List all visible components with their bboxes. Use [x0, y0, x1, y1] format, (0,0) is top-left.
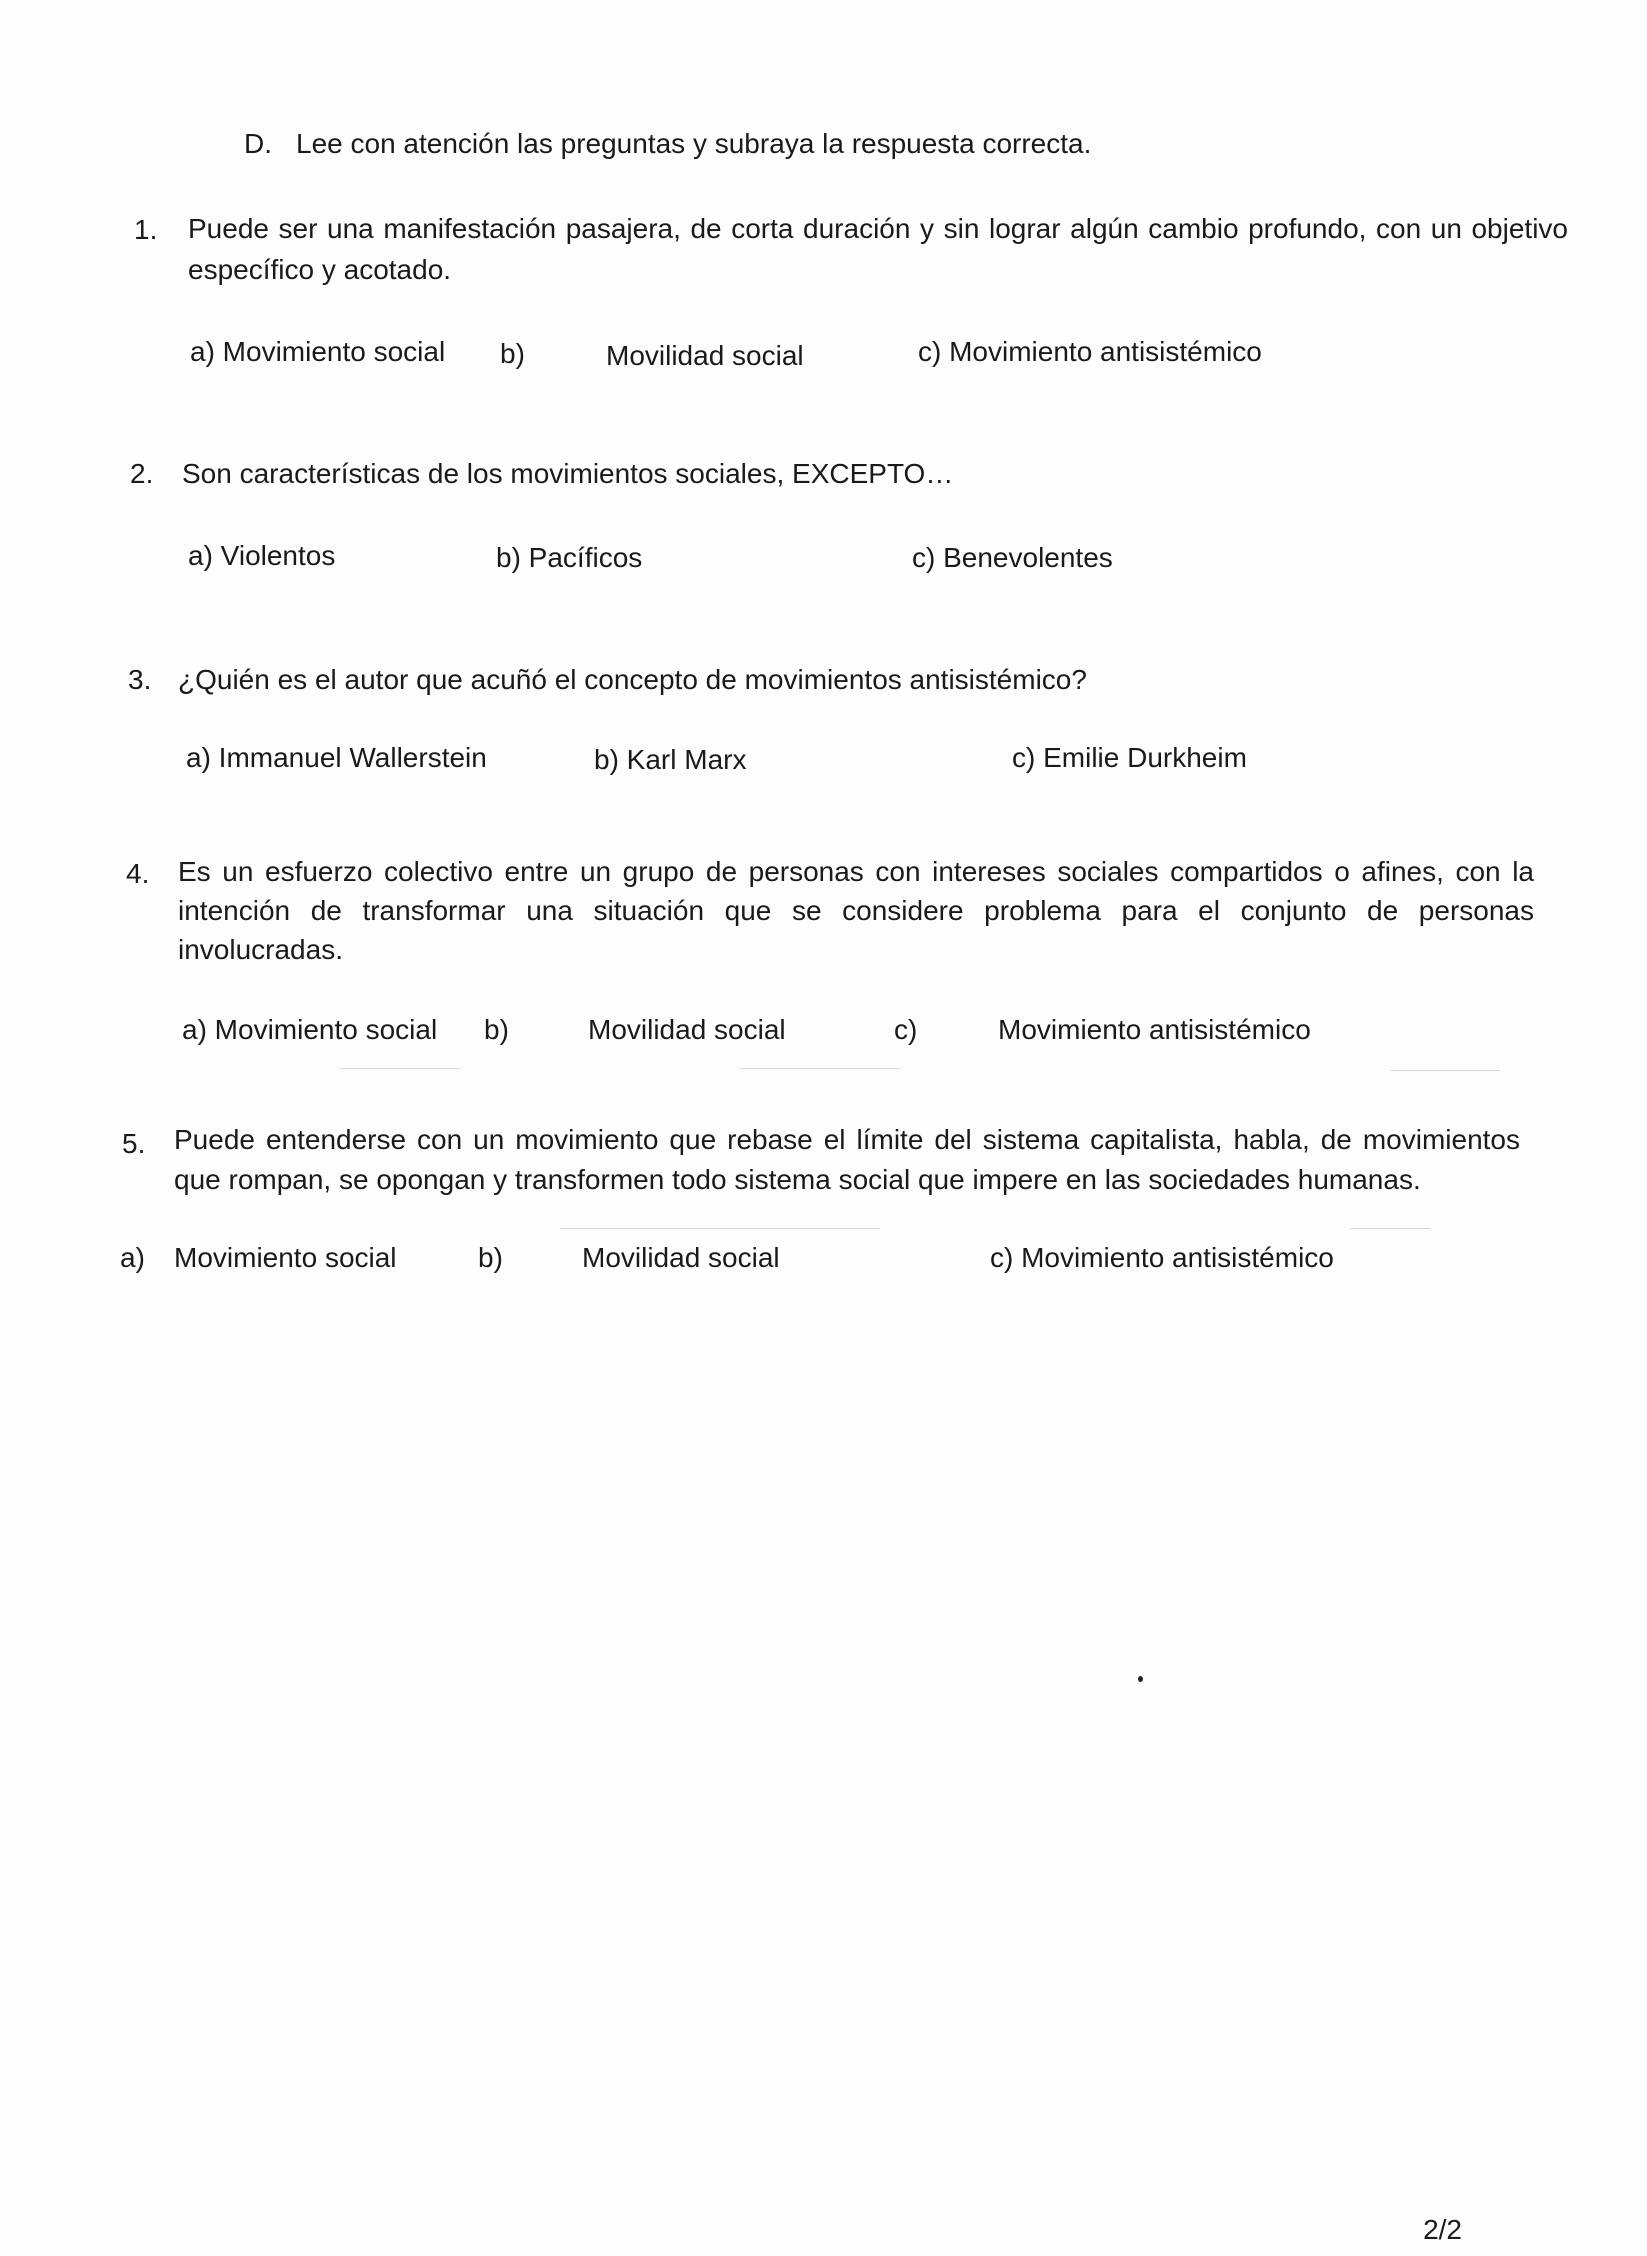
instruction-text: Lee con atención las preguntas y subraya la respuesta correcta.	[296, 128, 1092, 159]
question-3-option-b[interactable]: b) Karl Marx	[594, 744, 747, 775]
question-1-option-a[interactable]: a) Movimiento social	[190, 336, 446, 367]
question-2-option-c[interactable]: c) Benevolentes	[912, 542, 1113, 573]
question-5-option-a-letter: a)	[120, 1242, 145, 1273]
page-number: 2/2	[1423, 2214, 1462, 2245]
question-5-option-a[interactable]: Movimiento social	[174, 1242, 397, 1273]
question-4-option-c[interactable]: Movimiento antisistémico	[998, 1014, 1311, 1045]
question-1-option-b[interactable]: Movilidad social	[606, 340, 804, 371]
question-4-number: 4.	[126, 858, 150, 889]
question-3-option-c[interactable]: c) Emilie Durkheim	[1012, 742, 1247, 773]
question-3-number: 3.	[128, 664, 152, 695]
question-1-option-c[interactable]: c) Movimiento antisistémico	[918, 336, 1262, 367]
question-3-text: ¿Quién es el autor que acuñó el concepto de movimientos antisistémico?	[178, 664, 1087, 695]
question-5-option-c[interactable]: c) Movimiento antisistémico	[990, 1242, 1334, 1273]
scan-speck	[560, 1228, 880, 1229]
question-4-option-a[interactable]: a) Movimiento social	[182, 1014, 438, 1045]
question-4-option-b[interactable]: Movilidad social	[588, 1014, 786, 1045]
question-2-number: 2.	[130, 458, 154, 489]
scan-dot	[1138, 1676, 1143, 1682]
question-2-text: Son características de los movimientos sociales, EXCEPTO…	[182, 458, 954, 489]
scan-speck	[1390, 1070, 1500, 1071]
question-5-option-b[interactable]: Movilidad social	[582, 1242, 780, 1273]
question-1-option-b-letter: b)	[500, 338, 525, 369]
question-4-option-c-letter: c)	[894, 1014, 918, 1045]
question-1-text: Puede ser una manifestación pasajera, de corta duración y sin lograr algún cambio profundo, con un objetivo específico y acotado.	[188, 213, 1568, 285]
question-1-number: 1.	[134, 214, 158, 245]
scan-speck	[340, 1068, 460, 1069]
question-5-option-b-letter: b)	[478, 1242, 503, 1273]
question-4-text: Es un esfuerzo colectivo entre un grupo de personas con intereses sociales compartidos o afines, con la intención de transformar una situación que se considere problema para el conjunto de personas involucradas.	[178, 856, 1534, 965]
question-5-number: 5.	[122, 1128, 146, 1159]
scan-speck	[1350, 1228, 1430, 1229]
question-4-option-b-letter: b)	[484, 1014, 509, 1045]
question-5-text: Puede entenderse con un movimiento que rebase el límite del sistema capitalista, habla, de movimientos que rompan, se opongan y transformen todo sistema social que impere en las sociedades humanas.	[174, 1124, 1520, 1195]
scan-speck	[740, 1068, 900, 1069]
question-2-option-a[interactable]: a) Violentos	[188, 540, 336, 571]
instruction-letter: D.	[244, 128, 272, 159]
question-2-option-b[interactable]: b) Pacíficos	[496, 542, 643, 573]
question-3-option-a[interactable]: a) Immanuel Wallerstein	[186, 742, 487, 773]
